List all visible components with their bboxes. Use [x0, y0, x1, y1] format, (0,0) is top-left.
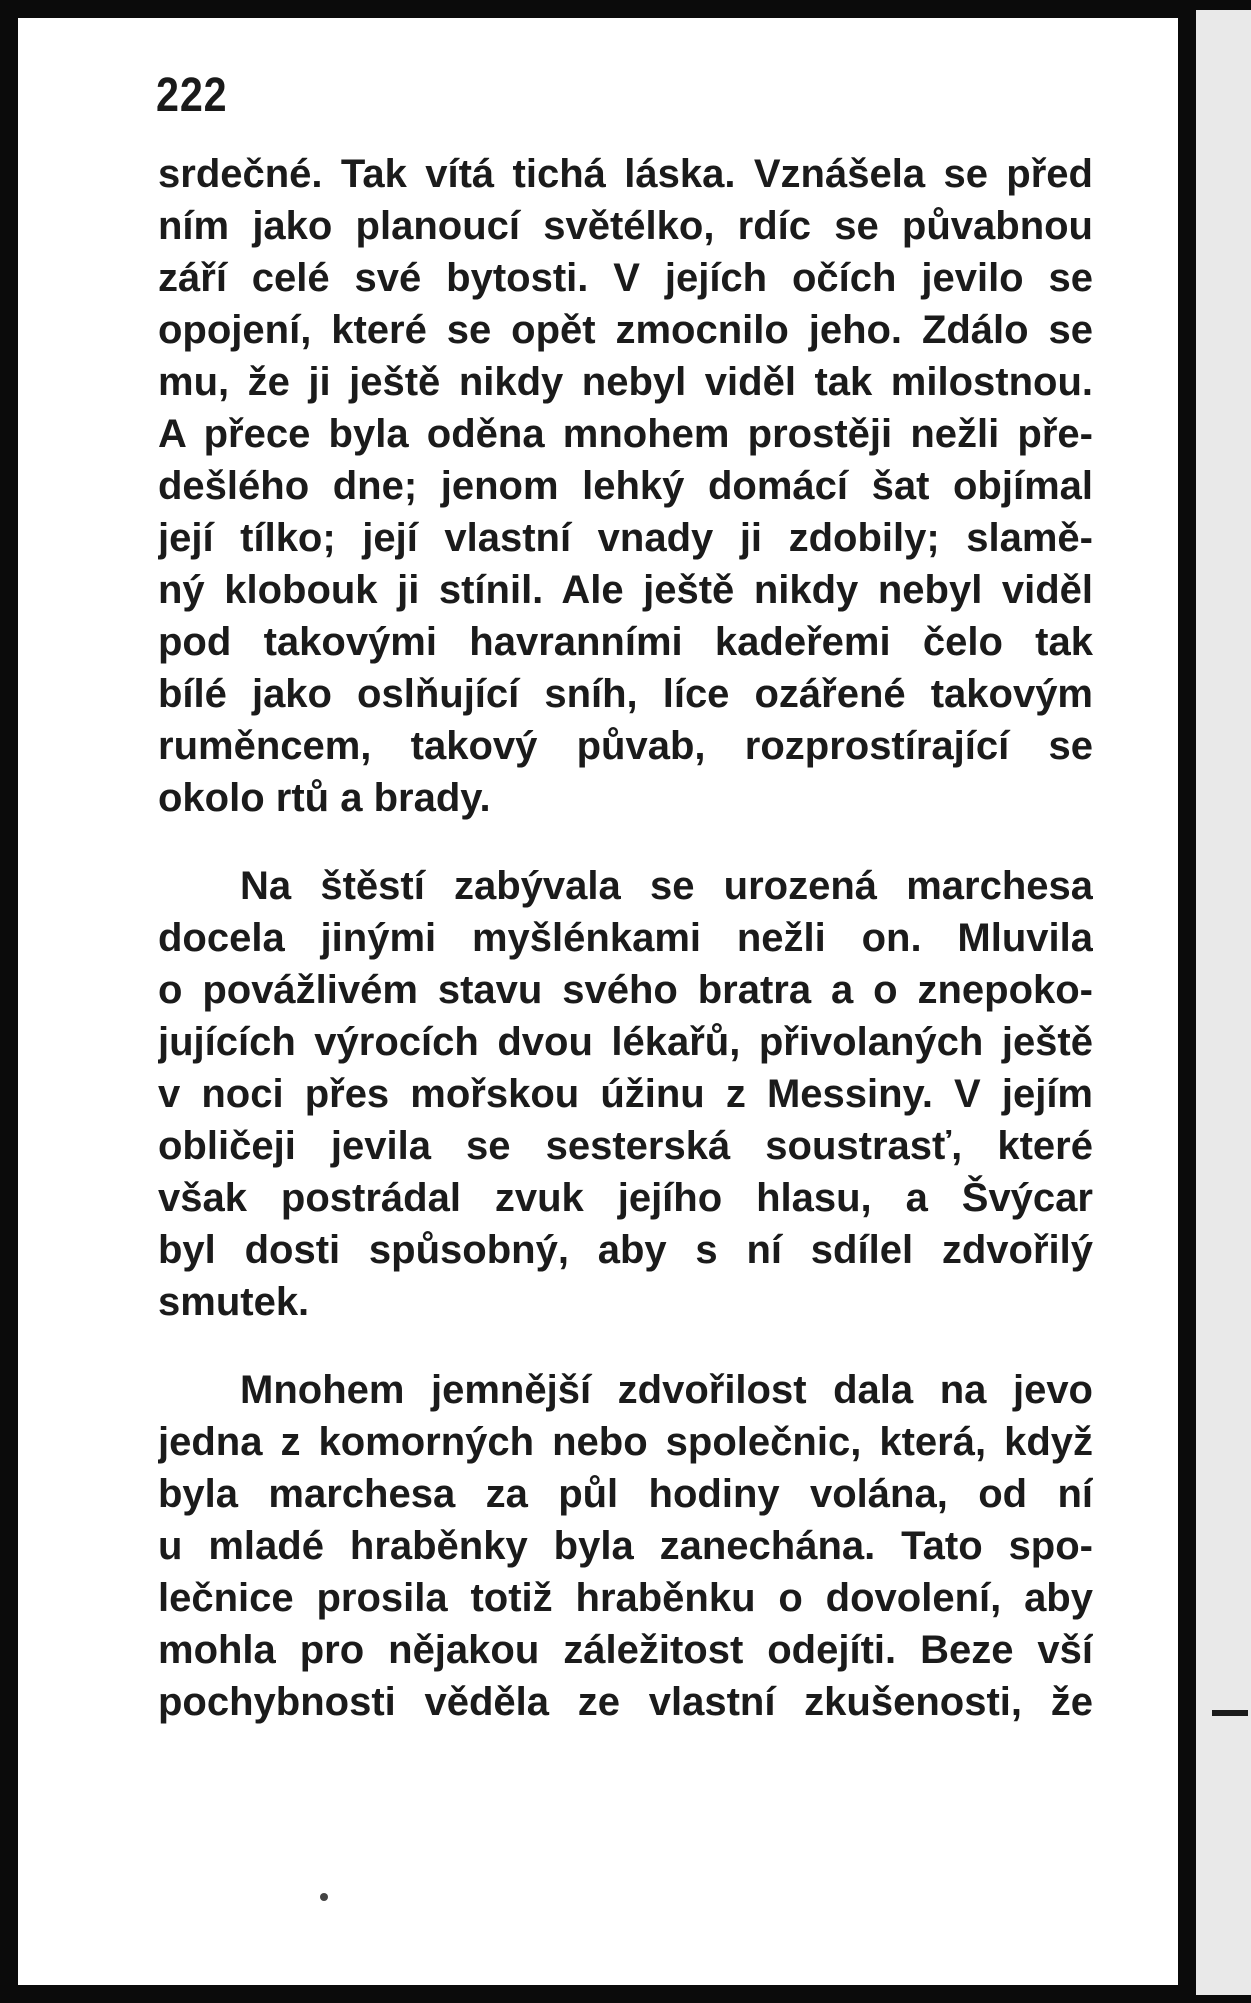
body-text	[158, 148, 1093, 1728]
paragraph-3	[158, 1364, 1093, 1728]
book-page	[18, 18, 1178, 1985]
text-line: ním jako planoucí světélko, rdíc se půvabnou	[158, 204, 1093, 248]
text-line: u mladé hraběnky byla zanechána. Tato spo-	[158, 1524, 1093, 1568]
paragraph-2	[158, 860, 1093, 1328]
text-line: v noci přes mořskou úžinu z Messiny. V jejím	[158, 1072, 1093, 1116]
text-line: pochybnosti věděla ze vlastní zkušenosti, že	[158, 1680, 1093, 1724]
text-line: ný klobouk ji stínil. Ale ještě nikdy nebyl viděl	[158, 568, 1093, 612]
text-line: smutek.	[158, 1280, 310, 1324]
text-line: bílé jako oslňující sníh, líce ozářené takovým	[158, 672, 1093, 716]
text-line: však postrádal zvuk jejího hlasu, a Švýcar	[158, 1176, 1093, 1220]
text-line: opojení, které se opět zmocnilo jeho. Zdálo se	[158, 308, 1093, 352]
text-line: dešlého dne; jenom lehký domácí šat objímal	[158, 464, 1093, 508]
text-line: mohla pro nějakou záležitost odejíti. Beze vší	[158, 1628, 1093, 1672]
text-line: Mnohem jemnější zdvořilost dala na jevo	[240, 1368, 1093, 1412]
text-line: srdečné. Tak vítá tichá láska. Vznášela se před	[158, 152, 1093, 196]
print-speck	[320, 1893, 328, 1901]
text-line: Na štěstí zabývala se urozená marchesa	[240, 864, 1093, 908]
text-line: obličeji jevila se sesterská soustrasť, které	[158, 1124, 1093, 1168]
page-number: 222	[156, 69, 228, 122]
text-line: byl dosti spůsobný, aby s ní sdílel zdvořilý	[158, 1228, 1093, 1272]
text-line: A přece byla oděna mnohem prostěji nežli pře-	[158, 412, 1093, 456]
paragraph-1	[158, 148, 1093, 824]
text-line: září celé své bytosti. V jejích očích jevilo se	[158, 256, 1093, 300]
text-line: ruměncem, takový půvab, rozprostírající se	[158, 724, 1093, 768]
text-line: docela jinými myšlénkami nežli on. Mluvila	[158, 916, 1093, 960]
text-line: pod takovými havranními kadeřemi čelo tak	[158, 620, 1093, 664]
text-line: jujících výrocích dvou lékařů, přivolaných ještě	[158, 1020, 1093, 1064]
text-line: byla marchesa za půl hodiny volána, od ní	[158, 1472, 1093, 1516]
text-line: okolo rtů a brady.	[158, 776, 491, 820]
text-line: jedna z komorných nebo společnic, která, když	[158, 1420, 1093, 1464]
text-line: lečnice prosila totiž hraběnku o dovolení, aby	[158, 1576, 1093, 1620]
text-line: mu, že ji ještě nikdy nebyl viděl tak milostnou.	[158, 360, 1093, 404]
page-edge-mark	[1212, 1710, 1248, 1716]
adjacent-page-edge	[1196, 10, 1251, 1995]
text-line: její tílko; její vlastní vnady ji zdobily; slamě-	[158, 516, 1093, 560]
text-line: o povážlivém stavu svého bratra a o znepoko-	[158, 968, 1093, 1012]
